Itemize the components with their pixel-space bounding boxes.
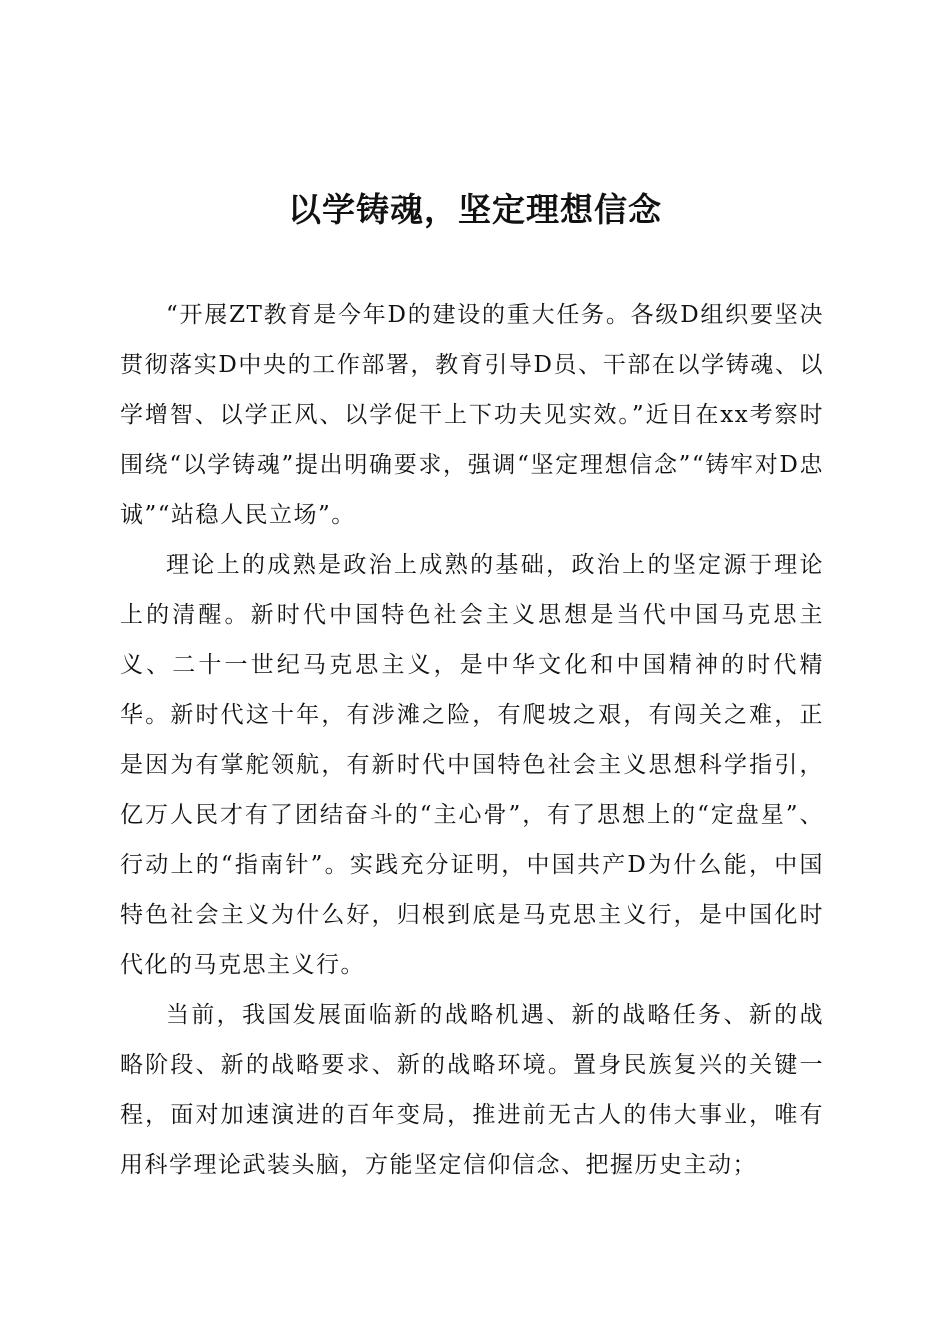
document-body: [120, 290, 824, 1190]
paragraph-1: “开展ZT教育是今年D的建设的重大任务。各级D组织要坚决贯彻落实D中央的工作部署，教育引导D员、干部在以学铸魂、以学增智、以学正风、以学促干上下功夫见实效。”近日在xx考察时围绕“以学铸魂”提出明确要求，强调“坚定理想信念”“铸牢对D忠诚”“站稳人民立场”。: [120, 302, 824, 528]
paragraph-3: 当前，我国发展面临新的战略机遇、新的战略任务、新的战略阶段、新的战略要求、新的战略环境。置身民族复兴的关键一程，面对加速演进的百年变局，推进前无古人的伟大事业，唯有用科学理论武装头脑，方能坚定信仰信念、把握历史主动；: [120, 1002, 824, 1178]
paragraph-2: 理论上的成熟是政治上成熟的基础，政治上的坚定源于理论上的清醒。新时代中国特色社会主义思想是当代中国马克思主义、二十一世纪马克思主义，是中华文化和中国精神的时代精华。新时代这十年，有涉滩之险，有爬坡之艰，有闯关之难，正是因为有掌舵领航，有新时代中国特色社会主义思想科学指引，亿万人民才有了团结奋斗的“主心骨”，有了思想上的“定盘星”、行动上的“指南针”。实践充分证明，中国共产D为什么能，中国特色社会主义为什么好，归根到底是马克思主义行，是中国化时代化的马克思主义行。: [120, 552, 824, 978]
document-title: 以学铸魂，坚定理想信念: [288, 190, 662, 229]
